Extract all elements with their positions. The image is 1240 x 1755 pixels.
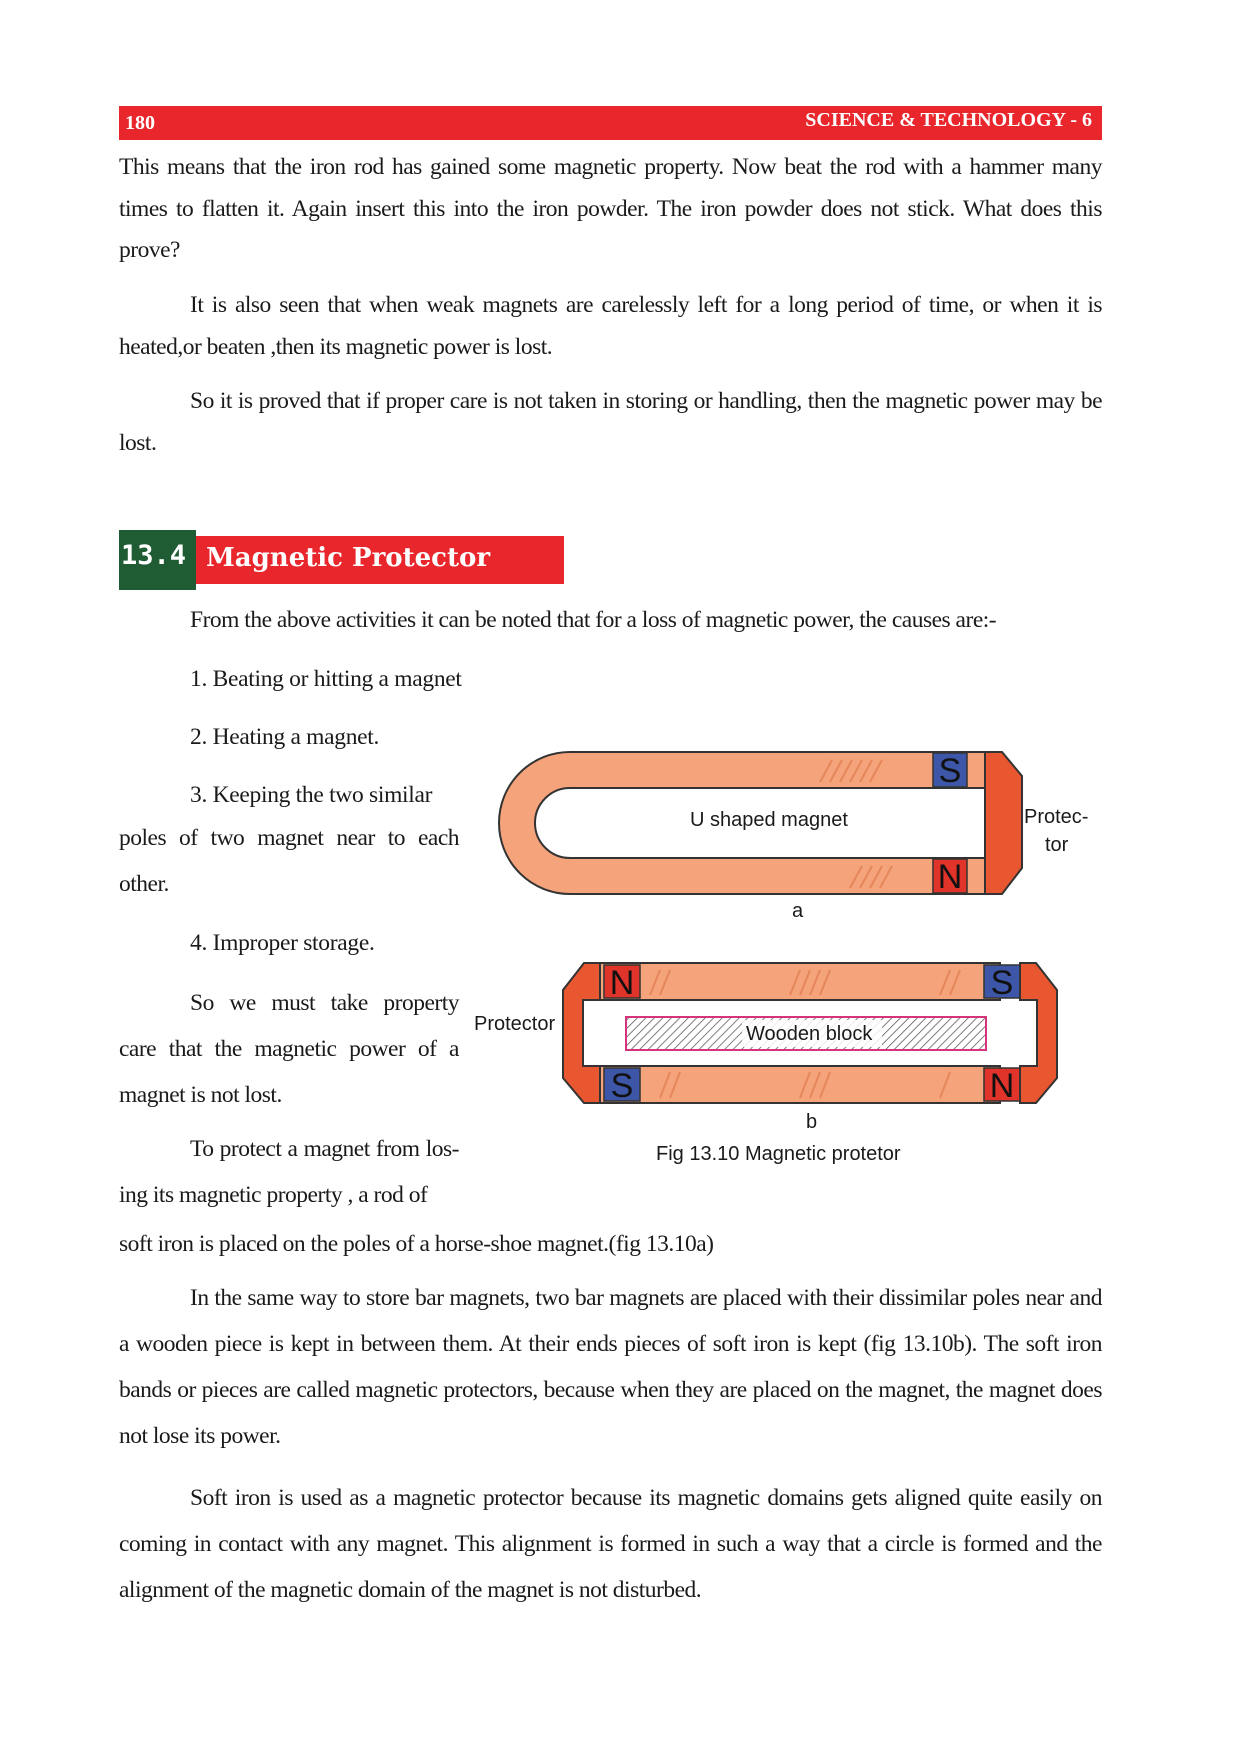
figure-sublabel-a: a bbox=[792, 900, 804, 922]
paragraph-proper-care: So it is proved that if proper care is not taken in storing or handling, then the magnetic power may be lost. bbox=[119, 388, 1102, 456]
protector-label: tor bbox=[1045, 834, 1069, 856]
paragraph-iron-rod: This means that the iron rod has gained some magnetic property. Now beat the rod with a hammer many times to flatten it. Again insert this into the iron powder. The iron powder does not stick. What does this prove? bbox=[119, 154, 1102, 263]
book-title: SCIENCE & TECHNOLOGY - 6 bbox=[805, 109, 1092, 131]
pole-label: S bbox=[990, 964, 1014, 1002]
protector-bar-left bbox=[563, 963, 600, 1103]
protect-paragraph-continued: soft iron is placed on the poles of a horse-shoe magnet.(fig 13.10a) bbox=[119, 1231, 714, 1257]
causes-intro: From the above activities it can be noted that for a loss of magnetic power, the causes are:- bbox=[190, 607, 997, 633]
care-paragraph: So we must take property care that the magnetic power of a magnet is not lost. bbox=[119, 990, 459, 1108]
list-item: 1. Beating or hitting a magnet bbox=[190, 666, 462, 692]
soft-iron-paragraph: Soft iron is used as a magnetic protector because its magnetic domains gets aligned quite easily on coming in contact with any magnet. This alignment is formed in such a way that a circle is formed and the alignment of the magnetic domain of the magnet is not disturbed. bbox=[119, 1485, 1102, 1603]
pole-label: N bbox=[989, 1067, 1015, 1105]
section-number: 13.4 bbox=[119, 530, 196, 590]
storage-paragraph: In the same way to store bar magnets, two bar magnets are placed with their dissimilar poles near and a wooden piece is kept in between them. At their ends pieces of soft iron is kept (fig 13.10b). The soft iron bands or pieces are called magnetic protectors, because when they are placed on the magnet, the magnet does not lose its power. bbox=[119, 1285, 1102, 1449]
figure-sublabel-b: b bbox=[806, 1111, 818, 1133]
protector-bar-a bbox=[985, 752, 1022, 894]
pole-label: N bbox=[609, 964, 635, 1002]
protect-paragraph: To protect a magnet from los- ing its magnetic property , a rod of bbox=[119, 1136, 459, 1208]
pole-label: S bbox=[938, 752, 962, 790]
section-title: Magnetic Protector bbox=[196, 536, 564, 584]
figure-caption: Fig 13.10 Magnetic protetor bbox=[656, 1143, 901, 1165]
list-item: 2. Heating a magnet. bbox=[190, 724, 380, 750]
wooden-block-label: Wooden block bbox=[746, 1023, 873, 1045]
page-number: 180 bbox=[125, 112, 155, 134]
paragraph-weak-magnets: It is also seen that when weak magnets are carelessly left for a long period of time, or when it is heated,or beaten ,then its magnetic power is lost. bbox=[119, 292, 1102, 360]
list-item-continued: poles of two magnet near to each other. bbox=[119, 825, 459, 897]
list-item: 3. Keeping the two similar bbox=[190, 782, 433, 808]
protector-label: Protec- bbox=[1024, 806, 1089, 828]
protector-label: Protector bbox=[474, 1013, 556, 1035]
pole-label: N bbox=[937, 858, 963, 896]
u-magnet-label: U shaped magnet bbox=[690, 809, 848, 831]
list-item: 4. Improper storage. bbox=[190, 930, 375, 956]
pole-label: S bbox=[610, 1067, 634, 1105]
protector-bar-right bbox=[1020, 963, 1057, 1103]
